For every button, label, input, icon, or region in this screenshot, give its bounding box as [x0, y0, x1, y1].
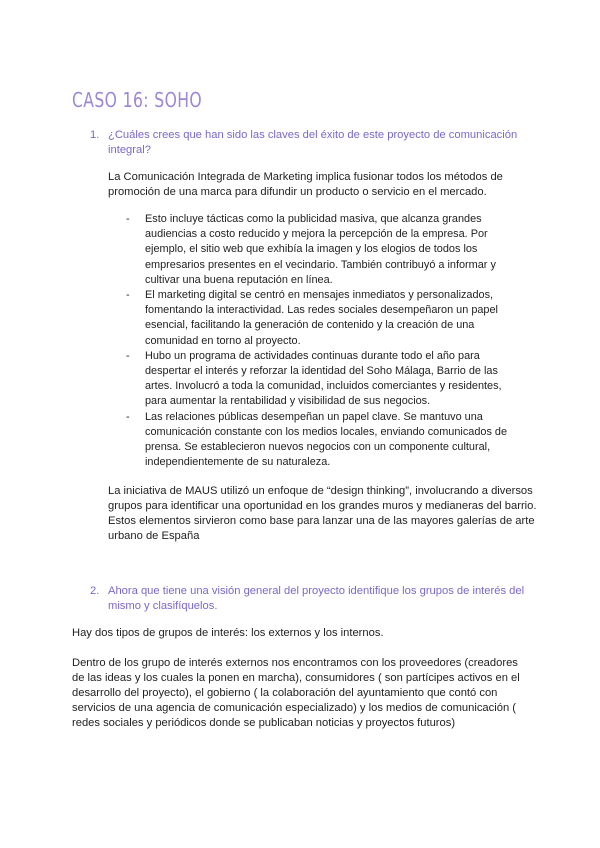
- answer-2-p2: Dentro de los grupo de interés externos nos encontramos con los proveedores (creadores de las ideas y los cuales la ponen en marcha), consumidores ( son partícipes activos en el desarrollo del proyecto), el gobierno ( la colaboración del ayuntamiento que contó con servicios de una agencia de comunicación especializado) y los medios de comunicación ( redes sociales y periódicos donde se publicaban noticias y proyectos futuros): [72, 657, 520, 729]
- bullet-text: El marketing digital se centró en mensajes inmediatos y personalizados, fomentando la interactividad. Las redes sociales desempeñaron un papel esencial, facilitando la generación de contenido y la creación de una comunidad en torno al proyecto.: [145, 289, 498, 347]
- question-1-text: ¿Cuáles crees que han sido las claves del éxito de este proyecto de comunicación integral?: [108, 129, 518, 156]
- answer-2-p1: Hay dos tipos de grupos de interés: los externos y los internos.: [72, 627, 384, 639]
- page-title: CASO 16: SOHO: [72, 88, 203, 112]
- answer-1-bullet-list: [126, 212, 526, 470]
- list-item: [126, 410, 526, 471]
- bullet-dash: -: [126, 213, 130, 225]
- answer-1-intro: La Comunicación Integrada de Marketing implica fusionar todos los métodos de promoción de una marca para difundir un producto o servicio en el mercado.: [108, 171, 503, 198]
- bullet-text: Las relaciones públicas desempeñan un papel clave. Se mantuvo una comunicación constante con los medios locales, enviando comunicados de prensa. Se establecieron nuevos negocios con un componente cultural, independientemente de su naturaleza.: [145, 410, 508, 469]
- question-2-number: 2.: [90, 585, 100, 597]
- bullet-dash: -: [126, 349, 130, 362]
- answer-1-closing: La iniciativa de MAUS utilizó un enfoque de “design thinking”, involucrando a diversos grupos para identificar una oportunidad en los grandes muros y medianeras del barrio. Estos elementos sirvieron como base para lanzar una de las mayores galerías de arte urbano de España: [108, 485, 537, 542]
- list-item: [126, 349, 526, 410]
- list-item: [126, 288, 526, 349]
- bullet-dash: -: [126, 410, 130, 423]
- question-2-text: Ahora que tiene una visión general del proyecto identifique los grupos de interés del mismo y clasifíquelos.: [108, 585, 525, 612]
- list-item: [126, 212, 526, 288]
- bullet-dash: -: [126, 289, 130, 302]
- question-1-number: 1.: [90, 129, 100, 141]
- bullet-text: Esto incluye tácticas como la publicidad masiva, que alcanza grandes audiencias a costo reducido y mejora la percepción de la empresa. Por ejemplo, el sitio web que exhibía la imagen y los elogios de todos los empresarios presentes en el vecindario. También contribuyó a informar y cultivar una buena reputación en línea.: [145, 213, 496, 286]
- bullet-text: Hubo un programa de actividades continuas durante todo el año para despertar el interés y reforzar la identidad del Soho Málaga, Barrio de las artes. Involucró a toda la comunidad, incluidos comerciantes y residentes, para aumentar la rentabilidad y visibilidad de sus negocios.: [145, 349, 502, 408]
